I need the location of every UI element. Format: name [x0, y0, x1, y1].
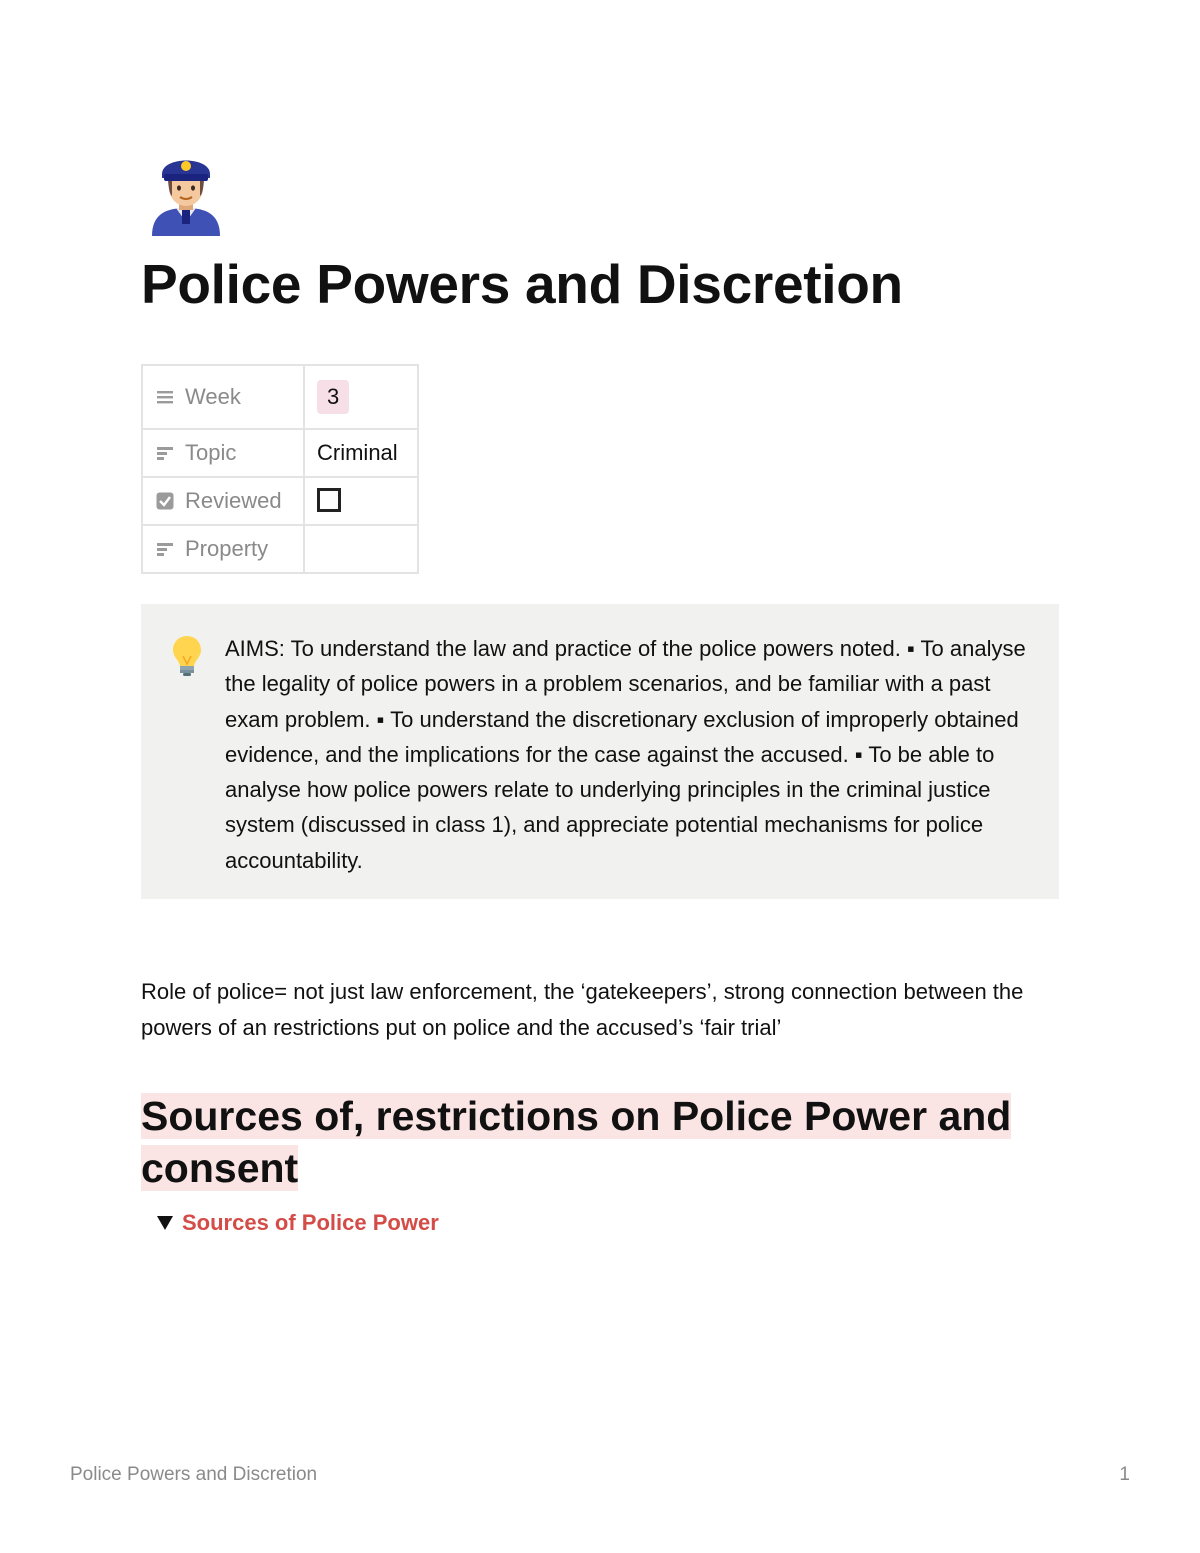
page-number: 1 — [1119, 1464, 1130, 1485]
text-icon — [155, 443, 175, 463]
property-value-cell[interactable] — [304, 525, 418, 573]
callout-text: AIMS: To understand the law and practice of the police powers noted. ▪ To analyse the legality of police powers in a problem scenarios, and be familiar with a past exam problem. ▪ To understand the discretionary exclusion of improperly obtained evidence, and the implications for the case against the accused. ▪ To be able to analyse how police powers relate to underlying principles in the criminal justice system (discussed in class 1), and appreciate potential mechanisms for police accountability. — [225, 636, 1026, 873]
list-icon — [155, 387, 175, 407]
properties-table — [141, 364, 419, 574]
property-value-cell[interactable] — [304, 477, 418, 525]
week-tag: 3 — [317, 380, 349, 414]
property-row-week[interactable] — [142, 365, 418, 429]
toggle-label: Sources of Police Power — [182, 1210, 439, 1235]
police-officer-icon — [146, 150, 226, 236]
property-name-cell — [142, 525, 304, 573]
property-value-cell[interactable] — [304, 365, 418, 429]
aims-callout — [141, 604, 1059, 899]
property-row-property[interactable] — [142, 525, 418, 573]
reviewed-checkbox[interactable] — [317, 488, 341, 512]
property-name-cell — [142, 477, 304, 525]
property-name: Week — [185, 384, 241, 409]
toggle-sources-of-police-power[interactable] — [156, 1210, 439, 1236]
text-icon — [155, 539, 175, 559]
triangle-down-icon[interactable] — [156, 1215, 174, 1231]
property-name: Property — [185, 536, 269, 561]
property-value-cell[interactable] — [304, 429, 418, 477]
body-paragraph: Role of police= not just law enforcement, the ‘gatekeepers’, strong connection between the powers of an restrictions put on police and the accused’s ‘fair trial’ — [141, 979, 1024, 1040]
section-heading — [141, 1090, 1071, 1194]
property-row-reviewed[interactable] — [142, 477, 418, 525]
section-heading-text: Sources of, restrictions on Police Power and consent — [141, 1093, 1012, 1191]
property-name-cell — [142, 365, 304, 429]
page-title: Police Powers and Discretion — [141, 253, 903, 315]
property-name: Topic — [185, 440, 237, 465]
topic-value: Criminal — [317, 440, 398, 465]
footer-title: Police Powers and Discretion — [70, 1464, 318, 1485]
checkbox-property-icon — [155, 491, 175, 511]
property-name: Reviewed — [185, 488, 282, 513]
lightbulb-icon — [171, 634, 203, 678]
property-name-cell — [142, 429, 304, 477]
property-row-topic[interactable] — [142, 429, 418, 477]
